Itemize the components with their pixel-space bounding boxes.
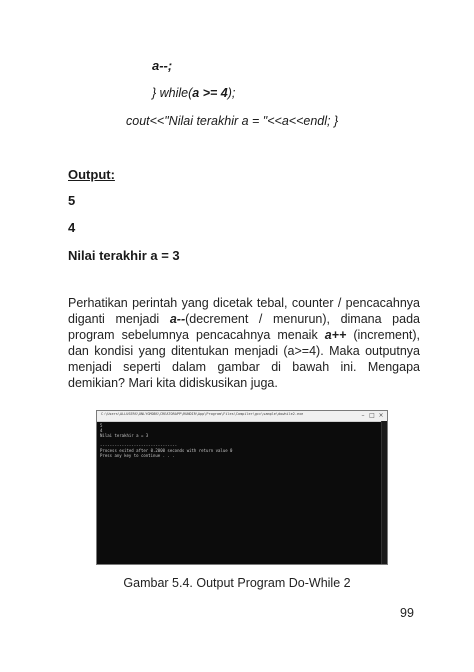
console-line: --------------------------------	[100, 443, 178, 448]
code-while-suffix: );	[227, 86, 236, 100]
code-line-decrement: a--;	[152, 58, 173, 73]
figure-caption: Gambar 5.4. Output Program Do-While 2	[123, 576, 351, 590]
paragraph-bold-increment: a++	[324, 328, 347, 342]
console-window-controls	[360, 412, 384, 419]
code-while-prefix: } while(	[152, 86, 193, 100]
console-window-screenshot	[96, 410, 388, 565]
console-line: Press any key to continue . . .	[100, 453, 175, 458]
output-heading: Output:	[68, 167, 115, 182]
console-line: Process exited after 0.2000 seconds with return value 0	[100, 448, 233, 453]
code-line-cout: cout<<"Nilai terakhir a = "<<a<<endl; }	[126, 114, 339, 128]
paragraph-bold-decrement: a--	[169, 312, 186, 326]
console-scrollbar	[381, 421, 387, 564]
console-output	[100, 423, 384, 458]
paragraph-part-2: (decrement / menurun), dimana pada program sebelumnya pencacahnya menaik	[68, 312, 420, 342]
output-line-1: 5	[68, 193, 76, 208]
console-line: 5	[100, 423, 103, 428]
console-line: Nilai terakhir a = 3	[100, 433, 149, 438]
code-line-while	[152, 86, 235, 100]
paragraph-part-1: Perhatikan perintah yang dicetak tebal, counter / pencacahnya diganti menjadi	[68, 296, 420, 326]
close-icon: ×	[378, 412, 384, 419]
output-line-2: 4	[68, 220, 76, 235]
maximize-icon: □	[369, 412, 375, 419]
minimize-icon: –	[361, 412, 365, 419]
output-line-3: Nilai terakhir a = 3	[68, 248, 180, 263]
paragraph-part-3: (increment), dan kondisi yang ditentukan menjadi (a>=4). Maka outputnya menjadi seperti dalam gambar di bawah ini. Mengapa demikian? Mari kita didiskusikan juga.	[68, 328, 421, 390]
page-number: 99	[400, 606, 414, 620]
code-while-condition: a >= 4	[192, 86, 228, 100]
console-titlebar	[97, 411, 387, 422]
explanation-paragraph	[68, 295, 420, 391]
console-title: C:\Users\ALLUSERS\ONLYGMOBS\CREATORAPP\RUNDIR\App\Program\Files\Compiler\gcc\sample\dowhile2.exe	[101, 412, 304, 416]
console-line: 4	[100, 428, 103, 433]
